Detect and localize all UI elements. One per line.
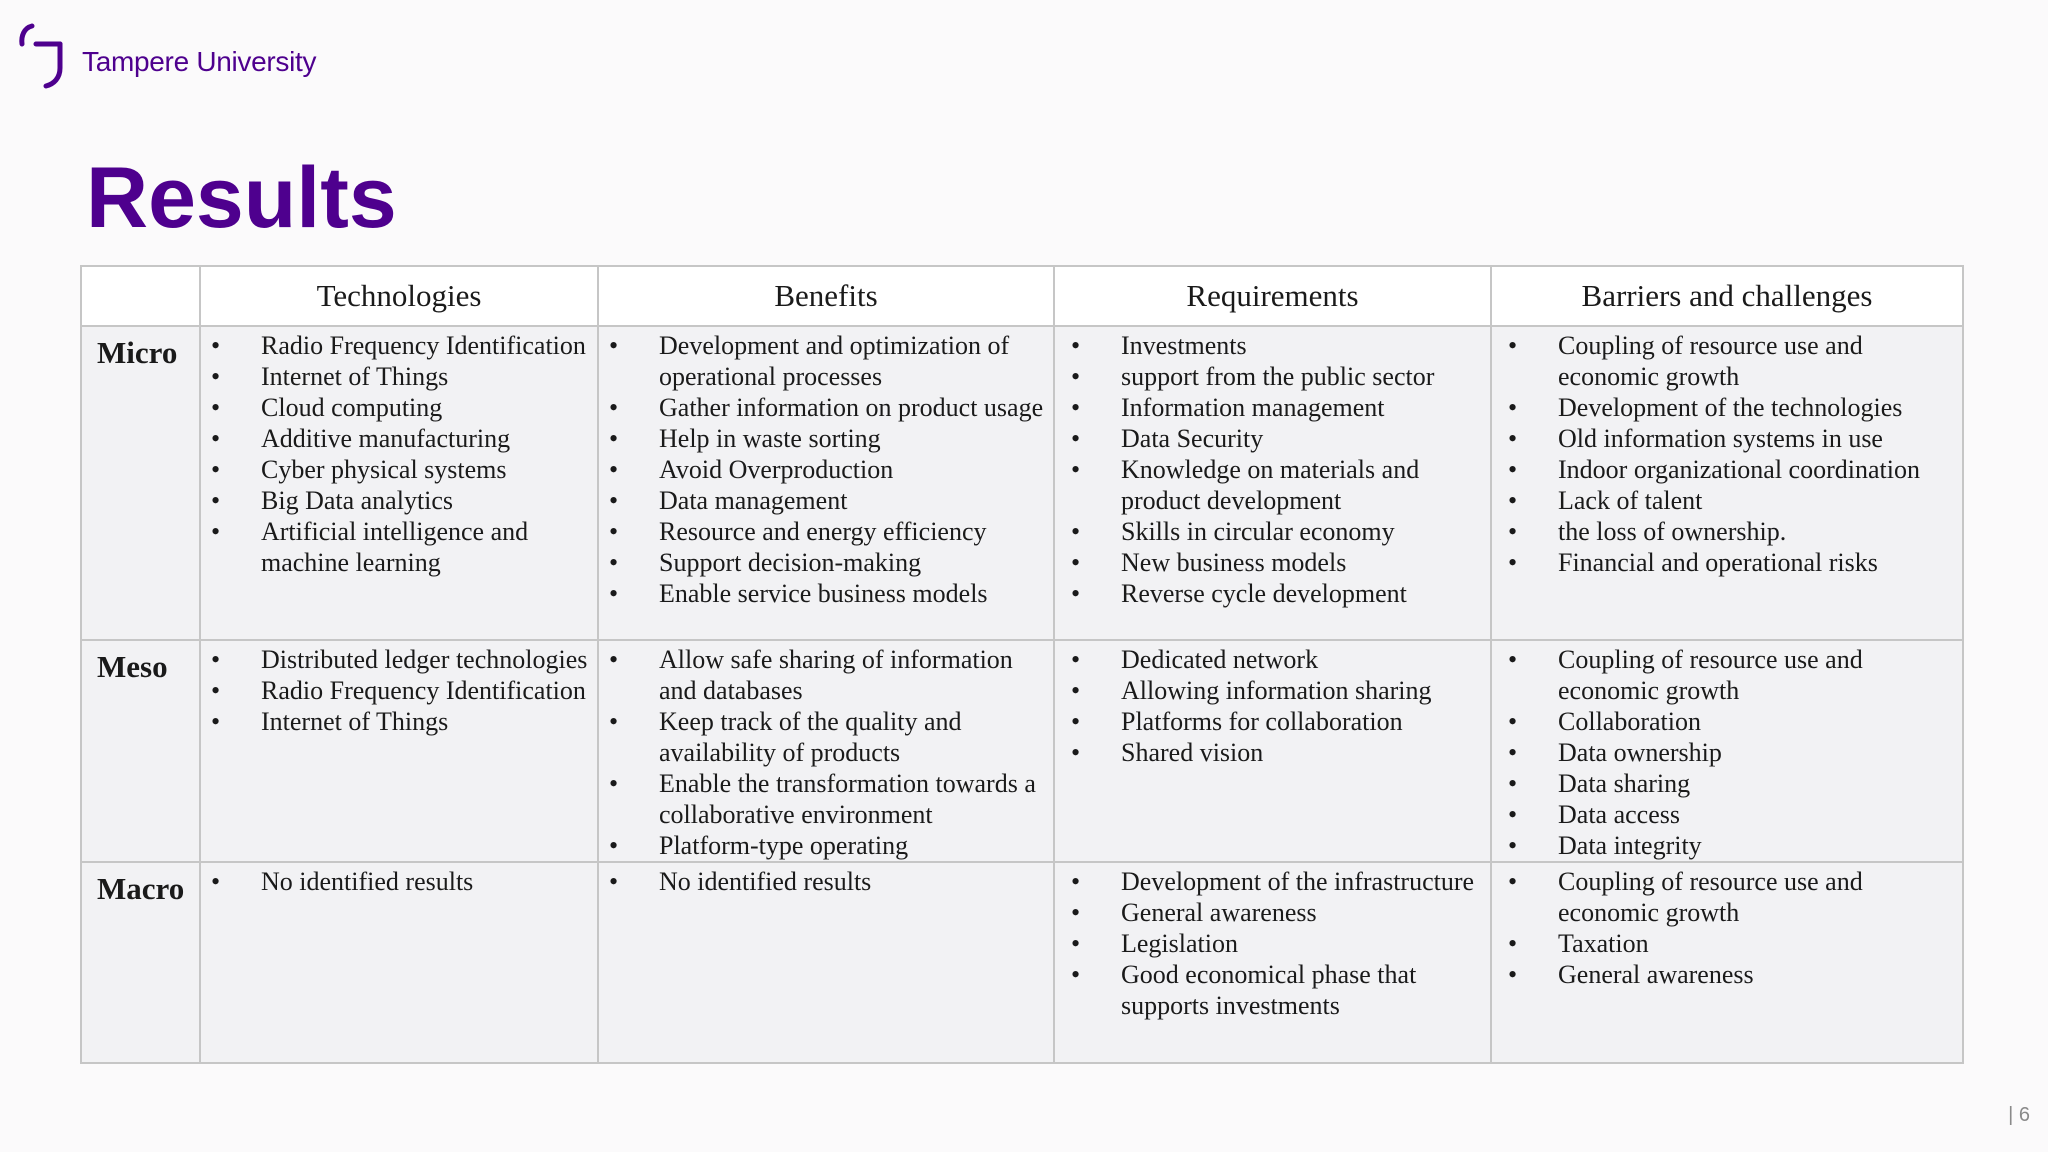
list-item: • Avoid Overproduction — [609, 454, 1047, 485]
list-item: • Cyber physical systems — [211, 454, 591, 485]
list-item: • Old information systems in use — [1508, 423, 1956, 454]
list-item: • support from the public sector — [1071, 361, 1484, 392]
column-header-barriers: Barriers and challenges — [1491, 266, 1963, 326]
table-row-meso — [81, 640, 1963, 862]
list-item: • Lack of talent — [1508, 485, 1956, 516]
macro-technologies-cell — [200, 862, 598, 1063]
list-item: • Data ownership — [1508, 737, 1956, 768]
macro-requirements-cell — [1054, 862, 1491, 1063]
list-item: • General awareness — [1071, 897, 1484, 928]
list-item: • Enable the transformation towards a collaborative environment — [609, 768, 1047, 830]
meso-barriers-cell — [1491, 640, 1963, 862]
column-header-requirements: Requirements — [1054, 266, 1491, 326]
micro-technologies-cell — [200, 326, 598, 640]
list-item: • Enable service business models — [609, 578, 1047, 609]
macro-benefits-cell — [598, 862, 1054, 1063]
list-item: • Internet of Things — [211, 361, 591, 392]
list-item: • Dedicated network — [1071, 644, 1484, 675]
list-item: • Platforms for collaboration — [1071, 706, 1484, 737]
list-item: • Legislation — [1071, 928, 1484, 959]
micro-barriers-cell — [1491, 326, 1963, 640]
table-row-macro — [81, 862, 1963, 1063]
list-item: • Skills in circular economy — [1071, 516, 1484, 547]
list-item: • Investments — [1071, 330, 1484, 361]
page-number: | 6 — [2008, 1104, 2030, 1126]
list-item: • Good economical phase that supports investments — [1071, 959, 1484, 1021]
row-header-micro: Micro — [81, 326, 200, 640]
slide-title: Results — [86, 150, 397, 246]
macro-barriers-cell — [1491, 862, 1963, 1063]
row-header-macro: Macro — [81, 862, 200, 1063]
micro-benefits-cell — [598, 326, 1054, 640]
list-item: • Coupling of resource use and economic growth — [1508, 330, 1956, 392]
list-item: • Shared vision — [1071, 737, 1484, 768]
list-item: • Coupling of resource use and economic growth — [1508, 866, 1956, 928]
row-header-meso: Meso — [81, 640, 200, 862]
list-item: • Radio Frequency Identification — [211, 675, 591, 706]
list-item: • Information management — [1071, 392, 1484, 423]
list-item: • Artificial intelligence and machine learning — [211, 516, 591, 578]
list-item: • Coupling of resource use and economic growth — [1508, 644, 1956, 706]
list-item: • Distributed ledger technologies — [211, 644, 591, 675]
list-item: • Resource and energy efficiency — [609, 516, 1047, 547]
meso-benefits-cell — [598, 640, 1054, 862]
list-item: • Taxation — [1508, 928, 1956, 959]
list-item: • Reverse cycle development — [1071, 578, 1484, 609]
list-item: • Indoor organizational coordination — [1508, 454, 1956, 485]
list-item: • the loss of ownership. — [1508, 516, 1956, 547]
list-item: • Radio Frequency Identification — [211, 330, 591, 361]
list-item: • Financial and operational risks — [1508, 547, 1956, 578]
list-item: • Allow safe sharing of information and databases — [609, 644, 1047, 706]
meso-technologies-cell — [200, 640, 598, 862]
list-item: • No identified results — [211, 866, 591, 897]
list-item: • Development and optimization of operational processes — [609, 330, 1047, 392]
list-item: • Data access — [1508, 799, 1956, 830]
list-item: • New business models — [1071, 547, 1484, 578]
table-header-row — [81, 266, 1963, 326]
micro-requirements-cell — [1054, 326, 1491, 640]
table-row-micro — [81, 326, 1963, 640]
list-item: • Collaboration — [1508, 706, 1956, 737]
list-item: • Cloud computing — [211, 392, 591, 423]
tampere-logo-icon — [18, 22, 76, 98]
list-item: • Data management — [609, 485, 1047, 516]
university-logo — [18, 22, 316, 98]
list-item: • Data sharing — [1508, 768, 1956, 799]
list-item: • Knowledge on materials and product development — [1071, 454, 1484, 516]
results-table — [80, 265, 1964, 1064]
column-header-blank — [81, 266, 200, 326]
list-item: • Gather information on product usage — [609, 392, 1047, 423]
list-item: • Development of the technologies — [1508, 392, 1956, 423]
column-header-benefits: Benefits — [598, 266, 1054, 326]
column-header-technologies: Technologies — [200, 266, 598, 326]
list-item: • Allowing information sharing — [1071, 675, 1484, 706]
list-item: • Keep track of the quality and availability of products — [609, 706, 1047, 768]
list-item: • Support decision-making — [609, 547, 1047, 578]
list-item: • Internet of Things — [211, 706, 591, 737]
list-item: • Help in waste sorting — [609, 423, 1047, 454]
list-item: • General awareness — [1508, 959, 1956, 990]
list-item: • Platform-type operating — [609, 830, 1047, 861]
list-item: • Big Data analytics — [211, 485, 591, 516]
list-item: • Development of the infrastructure — [1071, 866, 1484, 897]
list-item: • Additive manufacturing — [211, 423, 591, 454]
meso-requirements-cell — [1054, 640, 1491, 862]
list-item: • Data integrity — [1508, 830, 1956, 861]
list-item: • Data Security — [1071, 423, 1484, 454]
logo-text: Tampere University — [82, 46, 317, 77]
list-item: • No identified results — [609, 866, 1047, 897]
